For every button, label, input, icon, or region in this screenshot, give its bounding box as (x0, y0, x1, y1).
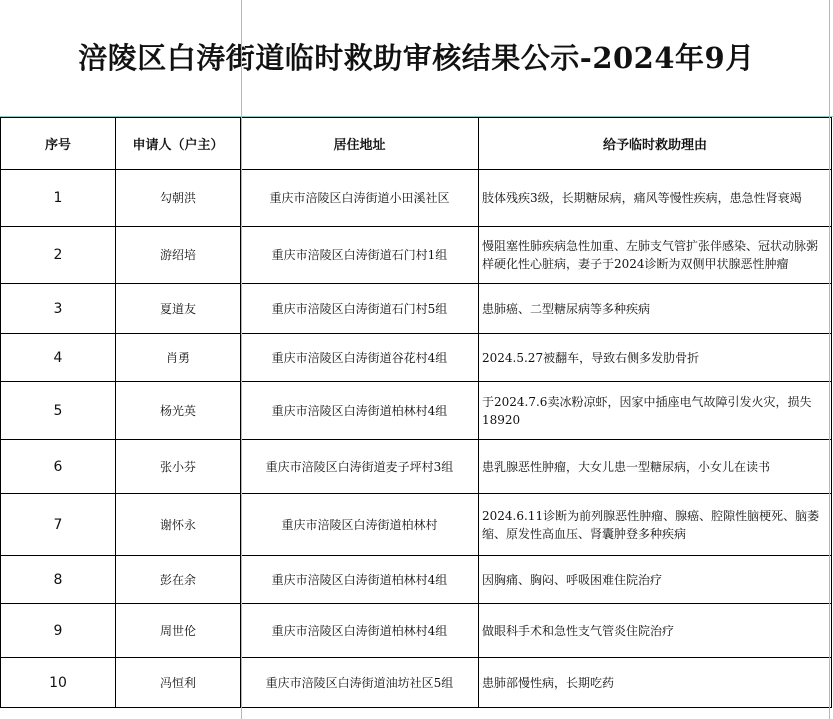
header-no: 序号 (1, 118, 116, 170)
cell-guide-line (829, 0, 830, 719)
row-number: 8 (1, 556, 116, 604)
applicant-name: 夏道友 (116, 284, 241, 334)
reason-cell: 2024.5.27被翻车，导致右侧多发肋骨折 (479, 334, 832, 382)
row-number: 4 (1, 334, 116, 382)
applicant-name: 张小芬 (116, 440, 241, 494)
table-row (1, 170, 832, 227)
applicant-name: 冯恒利 (116, 658, 241, 708)
header-applicant: 申请人（户主） (116, 118, 241, 170)
row-number: 6 (1, 440, 116, 494)
address-cell: 重庆市涪陵区白涛街道柏林村4组 (241, 556, 479, 604)
address-cell: 重庆市涪陵区白涛街道柏林村4组 (241, 604, 479, 658)
header-address: 居住地址 (241, 118, 479, 170)
reason-cell: 患肺癌、二型糖尿病等多种疾病 (479, 284, 832, 334)
relief-table (0, 117, 832, 708)
table-row (1, 334, 832, 382)
address-cell: 重庆市涪陵区白涛街道柏林村 (241, 494, 479, 556)
table-row (1, 604, 832, 658)
table-row (1, 556, 832, 604)
address-cell: 重庆市涪陵区白涛街道石门村5组 (241, 284, 479, 334)
address-cell: 重庆市涪陵区白涛街道石门村1组 (241, 227, 479, 284)
reason-cell: 患肺部慢性病，长期吃药 (479, 658, 832, 708)
row-number: 10 (1, 658, 116, 708)
applicant-name: 谢怀永 (116, 494, 241, 556)
cell-guide-line (241, 0, 242, 719)
row-number: 3 (1, 284, 116, 334)
reason-cell: 于2024.7.6卖冰粉凉虾，因家中插座电气故障引发火灾，损失18920 (479, 382, 832, 440)
reason-cell: 做眼科手术和急性支气管炎住院治疗 (479, 604, 832, 658)
reason-cell: 肢体残疾3级，长期糖尿病，痛风等慢性疾病，患急性肾衰竭 (479, 170, 832, 227)
row-number: 2 (1, 227, 116, 284)
header-reason: 给予临时救助理由 (479, 118, 832, 170)
table-row (1, 658, 832, 708)
page-title: 涪陵区白涛街道临时救助审核结果公示-2024年9月 (78, 41, 755, 75)
row-number: 1 (1, 170, 116, 227)
applicant-name: 勾朝洪 (116, 170, 241, 227)
applicant-name: 杨光英 (116, 382, 241, 440)
row-number: 9 (1, 604, 116, 658)
reason-cell: 因胸痛、胸闷、呼吸困难住院治疗 (479, 556, 832, 604)
table-row (1, 227, 832, 284)
address-cell: 重庆市涪陵区白涛街道谷花村4组 (241, 334, 479, 382)
table-body (1, 170, 832, 708)
applicant-name: 肖勇 (116, 334, 241, 382)
address-cell: 重庆市涪陵区白涛街道柏林村4组 (241, 382, 479, 440)
table-row (1, 494, 832, 556)
row-number: 5 (1, 382, 116, 440)
address-cell: 重庆市涪陵区白涛街道油坊社区5组 (241, 658, 479, 708)
table-row (1, 440, 832, 494)
table-row (1, 284, 832, 334)
reason-cell: 2024.6.11诊断为前列腺恶性肿瘤、腺癌、腔隙性脑梗死、脑萎缩、原发性高血压、肾囊肿登多种疾病 (479, 494, 832, 556)
table-row (1, 382, 832, 440)
row-number: 7 (1, 494, 116, 556)
reason-cell: 慢阻塞性肺疾病急性加重、左肺支气管扩张伴感染、冠状动脉粥样硬化性心脏病，妻子于2024诊断为双侧甲状腺恶性肿瘤 (479, 227, 832, 284)
applicant-name: 游绍培 (116, 227, 241, 284)
table-header-row (1, 118, 832, 170)
applicant-name: 周世伦 (116, 604, 241, 658)
reason-cell: 患乳腺恶性肿瘤，大女儿患一型糖尿病，小女儿在读书 (479, 440, 832, 494)
cell-guide-line (0, 116, 833, 117)
address-cell: 重庆市涪陵区白涛街道小田溪社区 (241, 170, 479, 227)
applicant-name: 彭在余 (116, 556, 241, 604)
address-cell: 重庆市涪陵区白涛街道麦子坪村3组 (241, 440, 479, 494)
